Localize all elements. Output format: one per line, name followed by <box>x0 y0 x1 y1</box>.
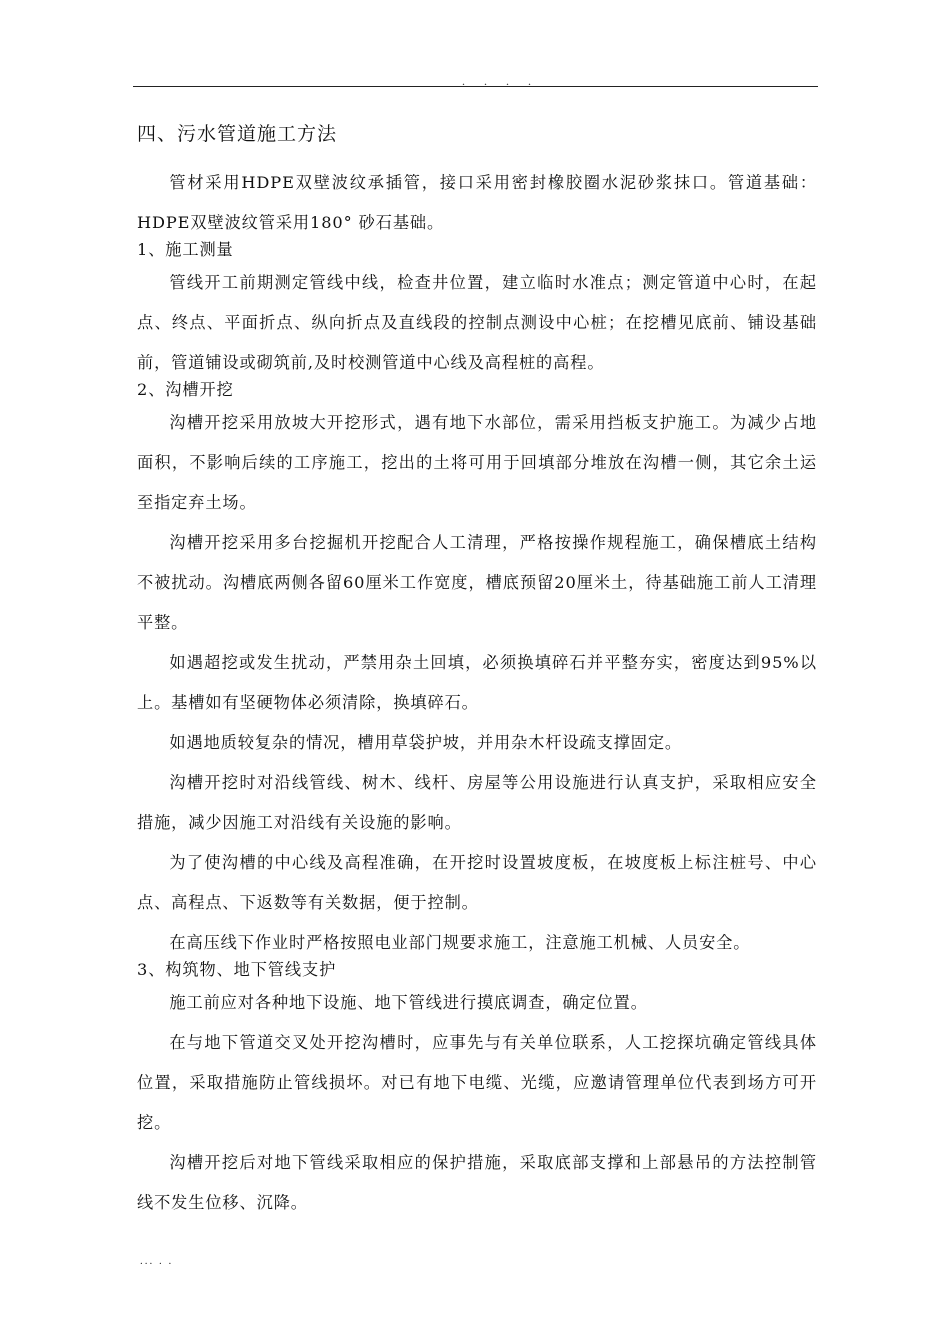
support-paragraph-3: 沟槽开挖后对地下管线采取相应的保护措施，采取底部支撑和上部悬吊的方法控制管线不发生位移、沉降。 <box>137 1153 817 1212</box>
survey-paragraph: 管线开工前期测定管线中线，检查井位置，建立临时水准点；测定管道中心时，在起点、终点、平面折点、纵向折点及直线段的控制点测设中心桩；在挖槽见底前、铺设基础前，管道铺设或砌筑前,及时校测管道中心线及高程桩的高程。 <box>137 273 817 372</box>
trench-paragraph-1: 沟槽开挖采用放坡大开挖形式，遇有地下水部位，需采用挡板支护施工。为减少占地面积，不影响后续的工序施工，挖出的土将可用于回填部分堆放在沟槽一侧，其它余土运至指定弃土场。 <box>137 413 817 512</box>
section-title: 四、污水管道施工方法 <box>137 123 338 145</box>
trench-paragraph-4: 如遇地质较复杂的情况，槽用草袋护坡，并用杂木杆设疏支撑固定。 <box>169 733 683 752</box>
trench-paragraph-3: 如遇超挖或发生扰动，严禁用杂土回填，必须换填碎石并平整夯实，密度达到95%以上。基槽如有坚硬物体必须清除，换填碎石。 <box>137 653 817 712</box>
trench-paragraph-7: 在高压线下作业时严格按照电业部门规要求施工，注意施工机械、人员安全。 <box>169 933 751 952</box>
support-paragraph-1: 施工前应对各种地下设施、地下管线进行摸底调查，确定位置。 <box>169 993 648 1012</box>
subheading-survey: 1、施工测量 <box>137 240 234 259</box>
intro-paragraph: 管材采用HDPE双壁波纹承插管，接口采用密封橡胶圈水泥砂浆抹口。管道基础：HDPE双壁波纹管采用180° 砂石基础。 <box>137 173 817 232</box>
trench-paragraph-2: 沟槽开挖采用多台挖掘机开挖配合人工清理，严格按操作规程施工，确保槽底土结构不被扰动。沟槽底两侧各留60厘米工作宽度，槽底预留20厘米土，待基础施工前人工清理平整。 <box>137 533 817 632</box>
document-body <box>137 119 817 1223</box>
support-paragraph-2: 在与地下管道交叉处开挖沟槽时，应事先与有关单位联系，人工挖探坑确定管线具体位置，采取措施防止管线损坏。对已有地下电缆、光缆，应邀请管理单位代表到场方可开挖。 <box>137 1033 817 1132</box>
footer-dots: ... . . <box>140 1255 174 1267</box>
header-rule <box>133 86 818 87</box>
trench-paragraph-5: 沟槽开挖时对沿线管线、树木、线杆、房屋等公用设施进行认真支护，采取相应安全措施，减少因施工对沿线有关设施的影响。 <box>137 773 817 832</box>
trench-paragraph-6: 为了使沟槽的中心线及高程准确，在开挖时设置坡度板，在坡度板上标注桩号、中心点、高程点、下返数等有关数据，便于控制。 <box>137 853 817 912</box>
header-dots: . . . . <box>462 74 539 88</box>
subheading-trench: 2、沟槽开挖 <box>137 380 234 399</box>
subheading-support: 3、构筑物、地下管线支护 <box>137 960 337 979</box>
